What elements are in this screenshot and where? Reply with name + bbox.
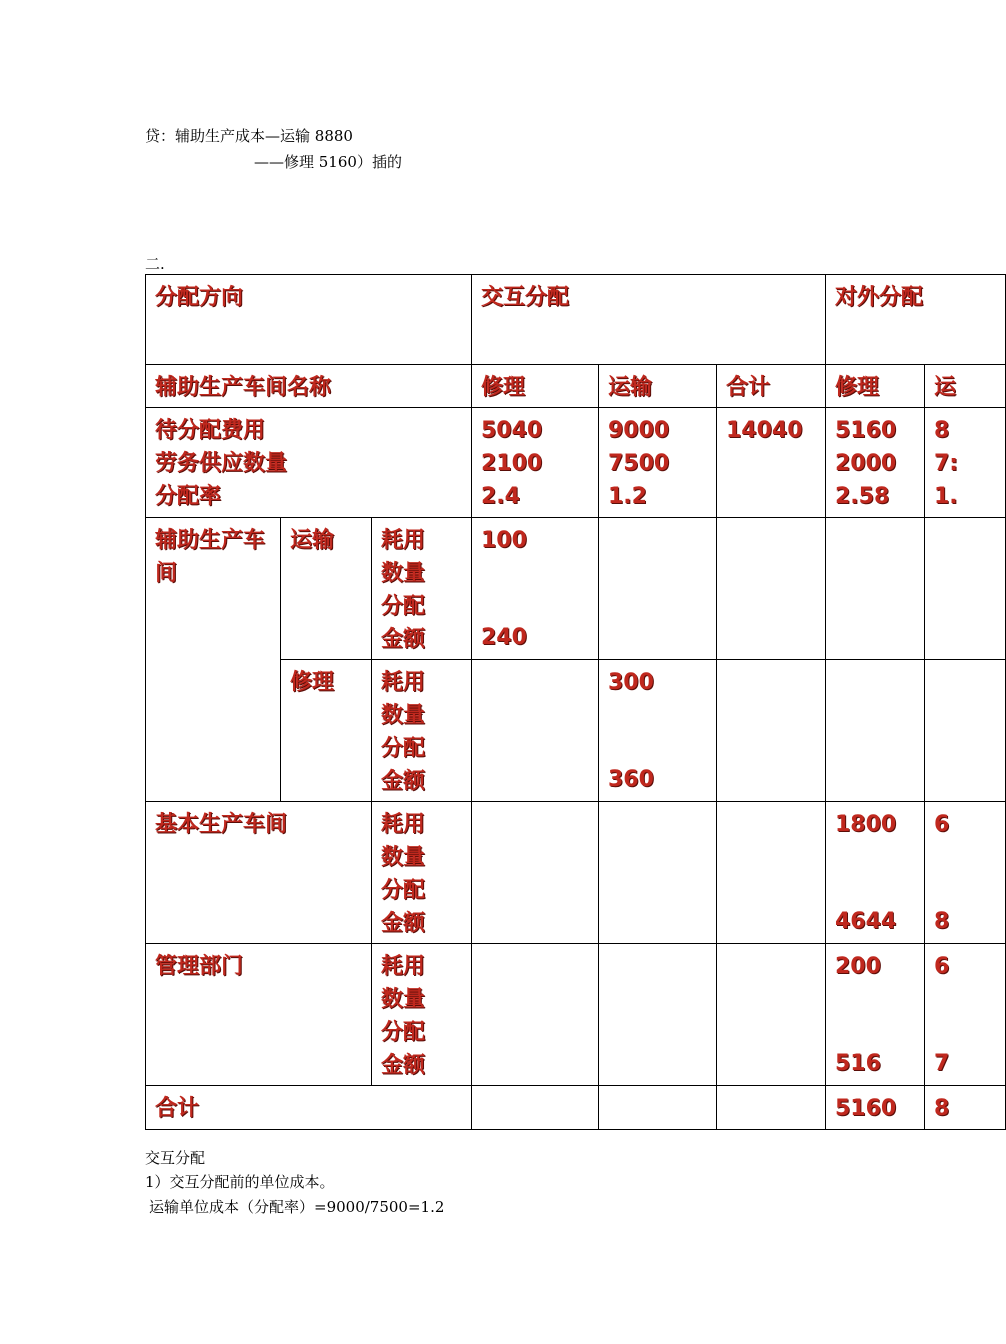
amount-value: 516 (835, 1051, 881, 1076)
qty-value: 6 (934, 812, 950, 837)
aux-workshop-label (146, 518, 281, 802)
empty-cell (472, 1086, 599, 1130)
cost-value: 2.58 (835, 484, 890, 509)
section-label: 二. (145, 255, 165, 273)
empty-cell (717, 1086, 826, 1130)
cost-transport-external (925, 408, 1006, 518)
transport-repair-mutual (472, 518, 599, 660)
cost-value: 7: (934, 451, 959, 476)
basic-workshop-label: 基本生产车间 (146, 802, 372, 944)
empty-cell (599, 802, 717, 944)
empty-cell (717, 944, 826, 1086)
admin-repair-external (826, 944, 925, 1086)
cost-label-quantity: 劳务供应数量 (155, 451, 288, 476)
qty-value: 100 (481, 528, 527, 553)
cost-value: 8 (934, 418, 950, 443)
sub-label: 耗用 (381, 812, 426, 837)
names-row (146, 365, 1006, 408)
total-transport-external: 8 (925, 1086, 1006, 1130)
amount-value: 4644 (835, 909, 897, 934)
empty-cell (472, 802, 599, 944)
name-transport-mutual: 运输 (599, 365, 717, 408)
cost-row-labels (146, 408, 472, 518)
name-transport-external: 运 (925, 365, 1006, 408)
external-header: 对外分配 (826, 275, 1006, 365)
cost-value: 5160 (835, 418, 897, 443)
repair-label: 修理 (281, 660, 372, 802)
empty-cell (826, 660, 925, 802)
bottom-line-3: 运输单位成本（分配率）=9000/7500=1.2 (149, 1198, 445, 1216)
sub-label: 分配 (381, 594, 426, 619)
sub-label: 金额 (381, 911, 426, 936)
name-repair-external: 修理 (826, 365, 925, 408)
amount-value: 8 (934, 909, 950, 934)
sub-labels (372, 944, 472, 1086)
allocation-table-wrapper (145, 274, 959, 1130)
sub-label: 金额 (381, 769, 426, 794)
cost-value: 2.4 (481, 484, 520, 509)
cost-value: 1.2 (608, 484, 647, 509)
admin-transport-external (925, 944, 1006, 1086)
credit-line-2: ——修理 5160）插的 (254, 153, 402, 171)
qty-value: 1800 (835, 812, 897, 837)
sub-label: 耗用 (381, 528, 426, 553)
credit-line-1: 贷：辅助生产成本—运输 8880 (145, 127, 353, 145)
qty-value: 6 (934, 954, 950, 979)
empty-cell (599, 1086, 717, 1130)
empty-cell (717, 518, 826, 660)
bottom-line-1: 交互分配 (145, 1149, 206, 1167)
sub-label: 分配 (381, 736, 426, 761)
mutual-header: 交互分配 (472, 275, 826, 365)
repair-transport-mutual (599, 660, 717, 802)
cost-value: 2000 (835, 451, 897, 476)
cost-value: 2100 (481, 451, 543, 476)
sub-label: 金额 (381, 1053, 426, 1078)
cost-label-pending: 待分配费用 (155, 418, 266, 443)
cost-transport-mutual (599, 408, 717, 518)
empty-cell (717, 660, 826, 802)
sub-label: 数量 (381, 987, 426, 1012)
cost-repair-external (826, 408, 925, 518)
admin-dept-row (146, 944, 1006, 1086)
empty-cell (472, 660, 599, 802)
sub-label: 数量 (381, 845, 426, 870)
total-row (146, 1086, 1006, 1130)
names-row-label: 辅助生产车间名称 (146, 365, 472, 408)
cost-value: 1. (934, 484, 958, 509)
empty-cell (599, 518, 717, 660)
sub-label: 分配 (381, 1020, 426, 1045)
name-total-mutual: 合计 (717, 365, 826, 408)
amount-value: 360 (608, 767, 654, 792)
basic-repair-external (826, 802, 925, 944)
basic-transport-external (925, 802, 1006, 944)
empty-cell (717, 802, 826, 944)
admin-dept-label: 管理部门 (146, 944, 372, 1086)
total-repair-external: 5160 (826, 1086, 925, 1130)
direction-header: 分配方向 (146, 275, 472, 365)
sub-labels (372, 660, 472, 802)
qty-value: 300 (608, 670, 654, 695)
bottom-line-2: 1）交互分配前的单位成本。 (145, 1173, 335, 1191)
amount-value: 240 (481, 625, 527, 650)
header-row (146, 275, 1006, 365)
transport-label: 运输 (281, 518, 372, 660)
sub-labels (372, 518, 472, 660)
total-label: 合计 (146, 1086, 472, 1130)
cost-repair-mutual (472, 408, 599, 518)
sub-label: 数量 (381, 703, 426, 728)
sub-labels (372, 802, 472, 944)
aux-transport-row (146, 518, 1006, 660)
cost-value: 5040 (481, 418, 543, 443)
name-repair-mutual: 修理 (472, 365, 599, 408)
cost-value: 7500 (608, 451, 670, 476)
sub-label: 金额 (381, 627, 426, 652)
empty-cell (925, 660, 1006, 802)
qty-value: 200 (835, 954, 881, 979)
aux-workshop-text: 辅助生产车间 (155, 528, 266, 586)
cost-total-mutual (717, 408, 826, 518)
cost-label-rate: 分配率 (155, 484, 222, 509)
sub-label: 数量 (381, 561, 426, 586)
basic-workshop-row (146, 802, 1006, 944)
empty-cell (826, 518, 925, 660)
sub-label: 耗用 (381, 670, 426, 695)
sub-label: 耗用 (381, 954, 426, 979)
empty-cell (925, 518, 1006, 660)
cost-value: 14040 (726, 418, 803, 443)
allocation-table (145, 274, 1006, 1130)
cost-value: 9000 (608, 418, 670, 443)
sub-label: 分配 (381, 878, 426, 903)
empty-cell (472, 944, 599, 1086)
amount-value: 7 (934, 1051, 950, 1076)
empty-cell (599, 944, 717, 1086)
cost-row (146, 408, 1006, 518)
